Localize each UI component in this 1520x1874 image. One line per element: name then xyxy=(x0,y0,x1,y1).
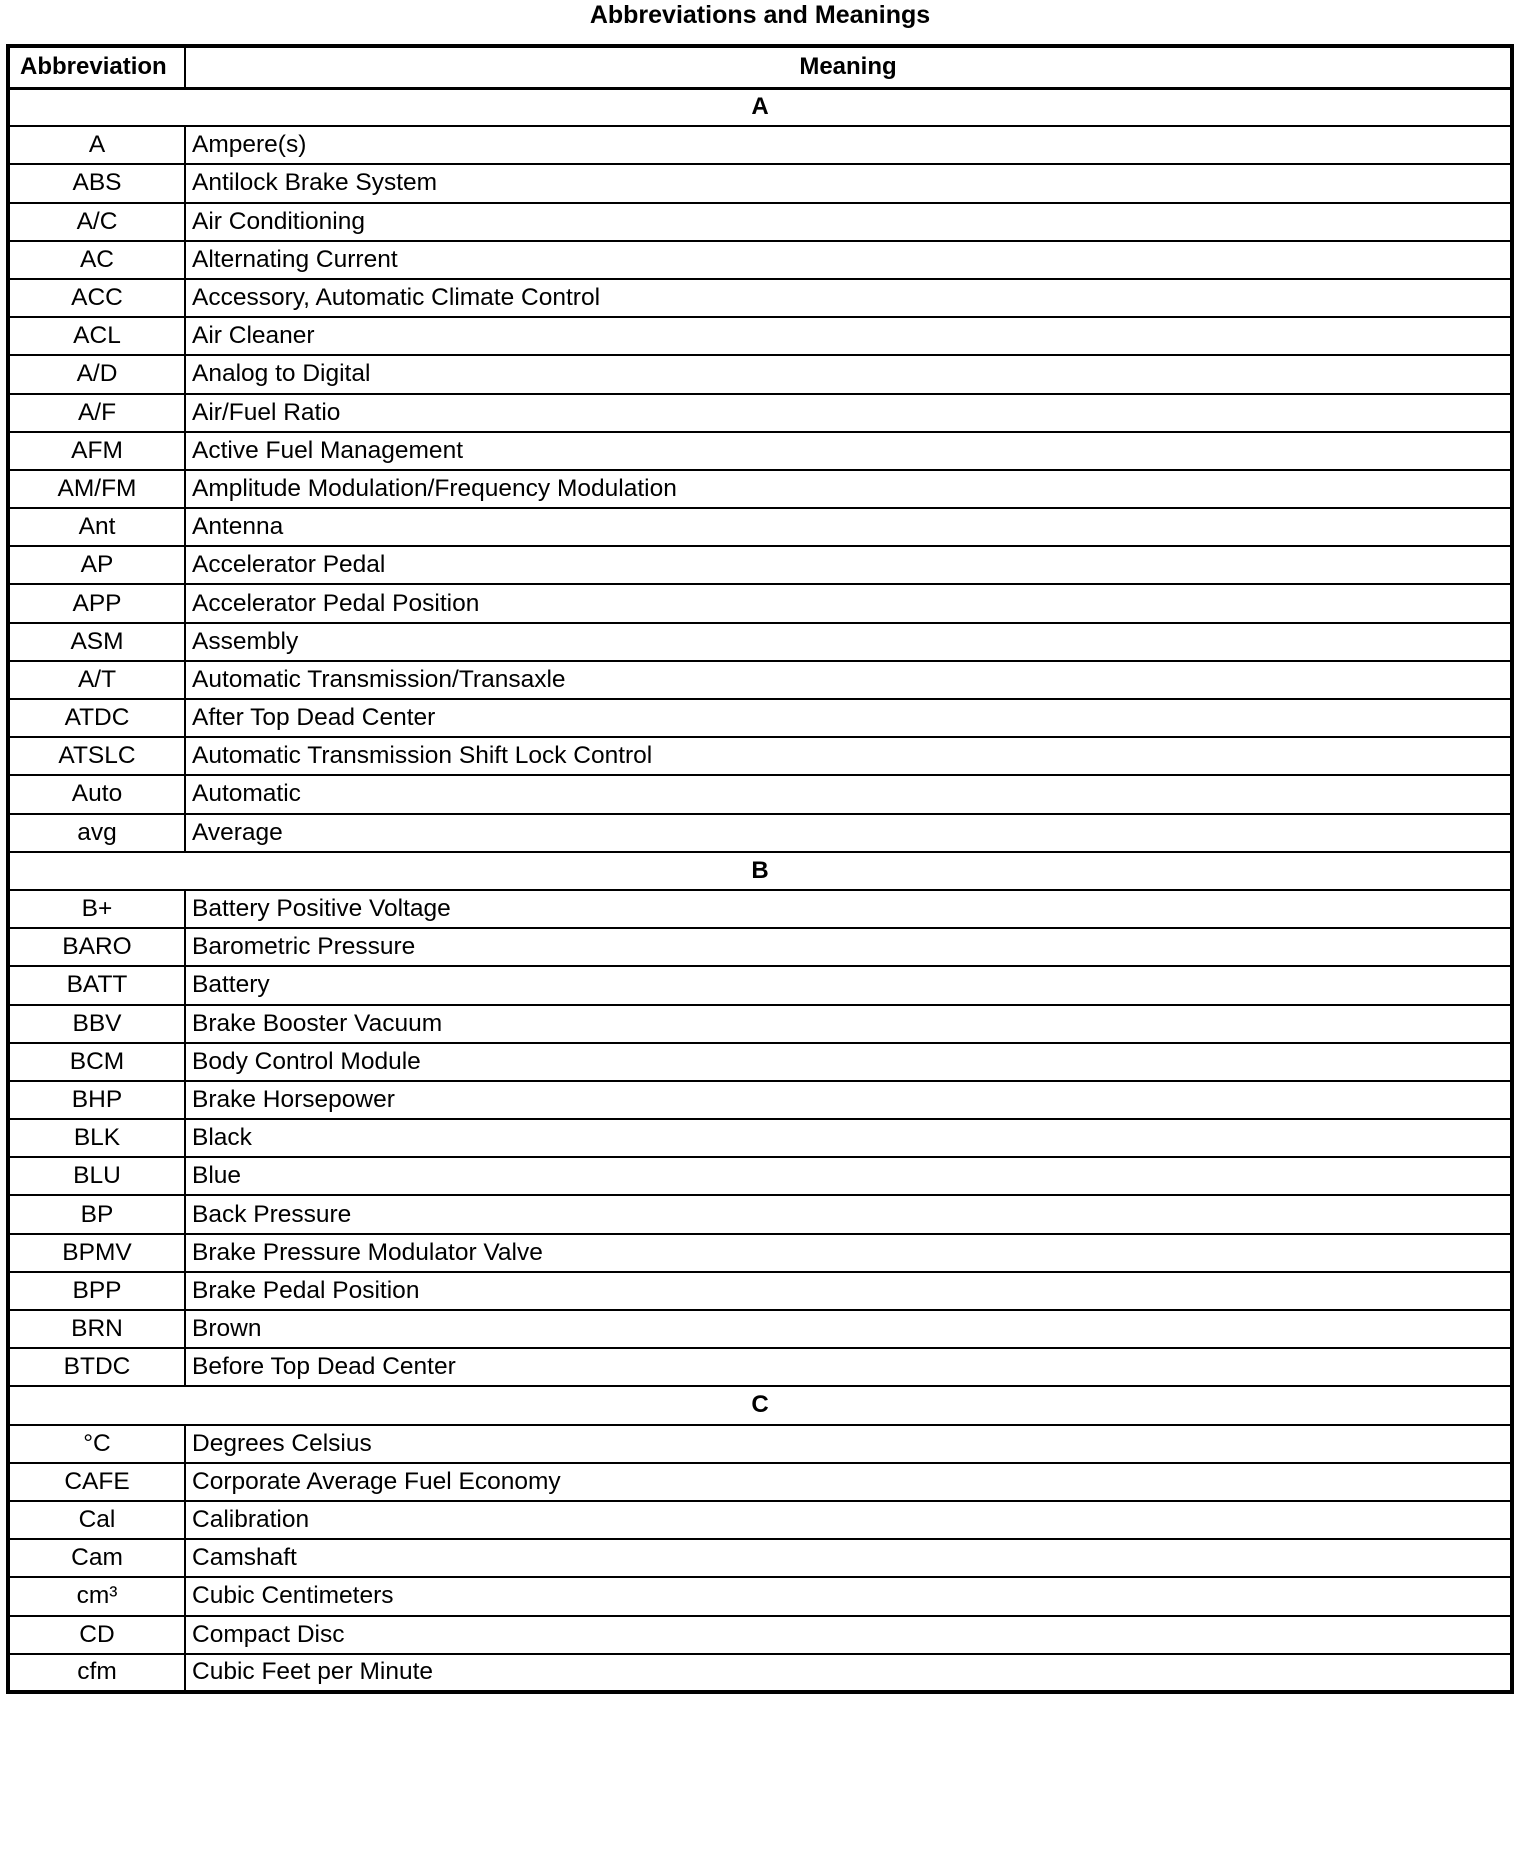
meaning-cell: Air Conditioning xyxy=(185,203,1512,241)
meaning-cell: Automatic xyxy=(185,775,1512,813)
abbreviation-cell: AFM xyxy=(8,432,185,470)
table-row xyxy=(8,279,1512,317)
meaning-cell: Black xyxy=(185,1119,1512,1157)
table-row xyxy=(8,623,1512,661)
abbreviation-cell: AC xyxy=(8,241,185,279)
abbreviation-cell: cfm xyxy=(8,1654,185,1692)
meaning-cell: Brake Booster Vacuum xyxy=(185,1005,1512,1043)
meaning-cell: Before Top Dead Center xyxy=(185,1348,1512,1386)
abbreviation-cell: BTDC xyxy=(8,1348,185,1386)
table-row xyxy=(8,1577,1512,1615)
meaning-cell: Assembly xyxy=(185,623,1512,661)
section-letter: C xyxy=(8,1386,1512,1424)
abbreviation-cell: BPP xyxy=(8,1272,185,1310)
abbreviation-cell: Auto xyxy=(8,775,185,813)
meaning-cell: Antenna xyxy=(185,508,1512,546)
abbreviation-cell: BCM xyxy=(8,1043,185,1081)
meaning-cell: Ampere(s) xyxy=(185,126,1512,164)
meaning-column-header: Meaning xyxy=(185,46,1512,88)
meaning-cell: Cubic Feet per Minute xyxy=(185,1654,1512,1692)
abbreviation-cell: A/T xyxy=(8,661,185,699)
abbreviation-cell: A/C xyxy=(8,203,185,241)
meaning-cell: Accelerator Pedal Position xyxy=(185,584,1512,622)
header-row xyxy=(8,46,1512,88)
meaning-cell: Calibration xyxy=(185,1501,1512,1539)
table-row xyxy=(8,1157,1512,1195)
table-row xyxy=(8,1195,1512,1233)
abbreviations-table xyxy=(6,44,1514,1694)
meaning-cell: Accessory, Automatic Climate Control xyxy=(185,279,1512,317)
meaning-cell: Air/Fuel Ratio xyxy=(185,394,1512,432)
meaning-cell: Amplitude Modulation/Frequency Modulation xyxy=(185,470,1512,508)
meaning-cell: Automatic Transmission/Transaxle xyxy=(185,661,1512,699)
table-row xyxy=(8,928,1512,966)
table-row xyxy=(8,1425,1512,1463)
meaning-cell: Corporate Average Fuel Economy xyxy=(185,1463,1512,1501)
meaning-cell: Accelerator Pedal xyxy=(185,546,1512,584)
abbreviation-cell: A xyxy=(8,126,185,164)
meaning-cell: Blue xyxy=(185,1157,1512,1195)
table-row xyxy=(8,814,1512,852)
table-row xyxy=(8,394,1512,432)
table-row xyxy=(8,699,1512,737)
table-row xyxy=(8,126,1512,164)
table-row xyxy=(8,355,1512,393)
abbreviation-cell: Cal xyxy=(8,1501,185,1539)
abbreviation-cell: CAFE xyxy=(8,1463,185,1501)
table-row xyxy=(8,203,1512,241)
meaning-cell: Body Control Module xyxy=(185,1043,1512,1081)
meaning-cell: Brown xyxy=(185,1310,1512,1348)
abbreviation-cell: APP xyxy=(8,584,185,622)
table-row xyxy=(8,1043,1512,1081)
abbreviation-cell: BATT xyxy=(8,966,185,1004)
meaning-cell: Brake Horsepower xyxy=(185,1081,1512,1119)
meaning-cell: Automatic Transmission Shift Lock Control xyxy=(185,737,1512,775)
abbreviation-column-header: Abbreviation xyxy=(8,46,185,88)
meaning-cell: Battery xyxy=(185,966,1512,1004)
table-row xyxy=(8,1539,1512,1577)
abbreviation-cell: AM/FM xyxy=(8,470,185,508)
table-row xyxy=(8,1081,1512,1119)
abbreviation-cell: ATSLC xyxy=(8,737,185,775)
abbreviation-cell: BRN xyxy=(8,1310,185,1348)
meaning-cell: Alternating Current xyxy=(185,241,1512,279)
abbreviation-cell: BLK xyxy=(8,1119,185,1157)
table-row xyxy=(8,890,1512,928)
table-row xyxy=(8,1616,1512,1654)
table-row xyxy=(8,1348,1512,1386)
meaning-cell: Barometric Pressure xyxy=(185,928,1512,966)
meaning-cell: Battery Positive Voltage xyxy=(185,890,1512,928)
meaning-cell: Camshaft xyxy=(185,1539,1512,1577)
table-row xyxy=(8,546,1512,584)
abbreviation-cell: BARO xyxy=(8,928,185,966)
abbreviation-cell: ABS xyxy=(8,164,185,202)
table-row xyxy=(8,584,1512,622)
meaning-cell: Antilock Brake System xyxy=(185,164,1512,202)
section-row-b xyxy=(8,852,1512,890)
table-row xyxy=(8,1501,1512,1539)
abbreviation-cell: A/F xyxy=(8,394,185,432)
table-row xyxy=(8,775,1512,813)
abbreviation-cell: Cam xyxy=(8,1539,185,1577)
table-row xyxy=(8,241,1512,279)
meaning-cell: After Top Dead Center xyxy=(185,699,1512,737)
table-row xyxy=(8,1119,1512,1157)
abbreviation-cell: ACL xyxy=(8,317,185,355)
meaning-cell: Brake Pressure Modulator Valve xyxy=(185,1234,1512,1272)
abbreviation-cell: Ant xyxy=(8,508,185,546)
meaning-cell: Degrees Celsius xyxy=(185,1425,1512,1463)
meaning-cell: Active Fuel Management xyxy=(185,432,1512,470)
abbreviation-cell: CD xyxy=(8,1616,185,1654)
meaning-cell: Analog to Digital xyxy=(185,355,1512,393)
table-row xyxy=(8,1234,1512,1272)
table-body xyxy=(8,88,1512,1692)
table-row xyxy=(8,1463,1512,1501)
table-row xyxy=(8,470,1512,508)
table-row xyxy=(8,508,1512,546)
abbreviation-cell: BLU xyxy=(8,1157,185,1195)
section-row-a xyxy=(8,88,1512,126)
abbreviation-cell: ACC xyxy=(8,279,185,317)
meaning-cell: Compact Disc xyxy=(185,1616,1512,1654)
table-row xyxy=(8,1654,1512,1692)
meaning-cell: Cubic Centimeters xyxy=(185,1577,1512,1615)
table-row xyxy=(8,1005,1512,1043)
section-row-c xyxy=(8,1386,1512,1424)
meaning-cell: Brake Pedal Position xyxy=(185,1272,1512,1310)
abbreviation-cell: ASM xyxy=(8,623,185,661)
meaning-cell: Back Pressure xyxy=(185,1195,1512,1233)
abbreviation-cell: AP xyxy=(8,546,185,584)
section-letter: B xyxy=(8,852,1512,890)
table-row xyxy=(8,1272,1512,1310)
abbreviation-cell: °C xyxy=(8,1425,185,1463)
table-row xyxy=(8,1310,1512,1348)
abbreviation-cell: BP xyxy=(8,1195,185,1233)
abbreviation-cell: BBV xyxy=(8,1005,185,1043)
abbreviation-cell: cm³ xyxy=(8,1577,185,1615)
abbreviation-cell: ATDC xyxy=(8,699,185,737)
table-row xyxy=(8,432,1512,470)
meaning-cell: Average xyxy=(185,814,1512,852)
meaning-cell: Air Cleaner xyxy=(185,317,1512,355)
page-title: Abbreviations and Meanings xyxy=(589,1,931,29)
abbreviation-cell: A/D xyxy=(8,355,185,393)
abbreviation-cell: avg xyxy=(8,814,185,852)
section-letter: A xyxy=(8,88,1512,126)
table-row xyxy=(8,317,1512,355)
abbreviation-cell: B+ xyxy=(8,890,185,928)
table-row xyxy=(8,966,1512,1004)
abbreviation-cell: BPMV xyxy=(8,1234,185,1272)
table-row xyxy=(8,737,1512,775)
table-row xyxy=(8,164,1512,202)
table-row xyxy=(8,661,1512,699)
abbreviation-cell: BHP xyxy=(8,1081,185,1119)
